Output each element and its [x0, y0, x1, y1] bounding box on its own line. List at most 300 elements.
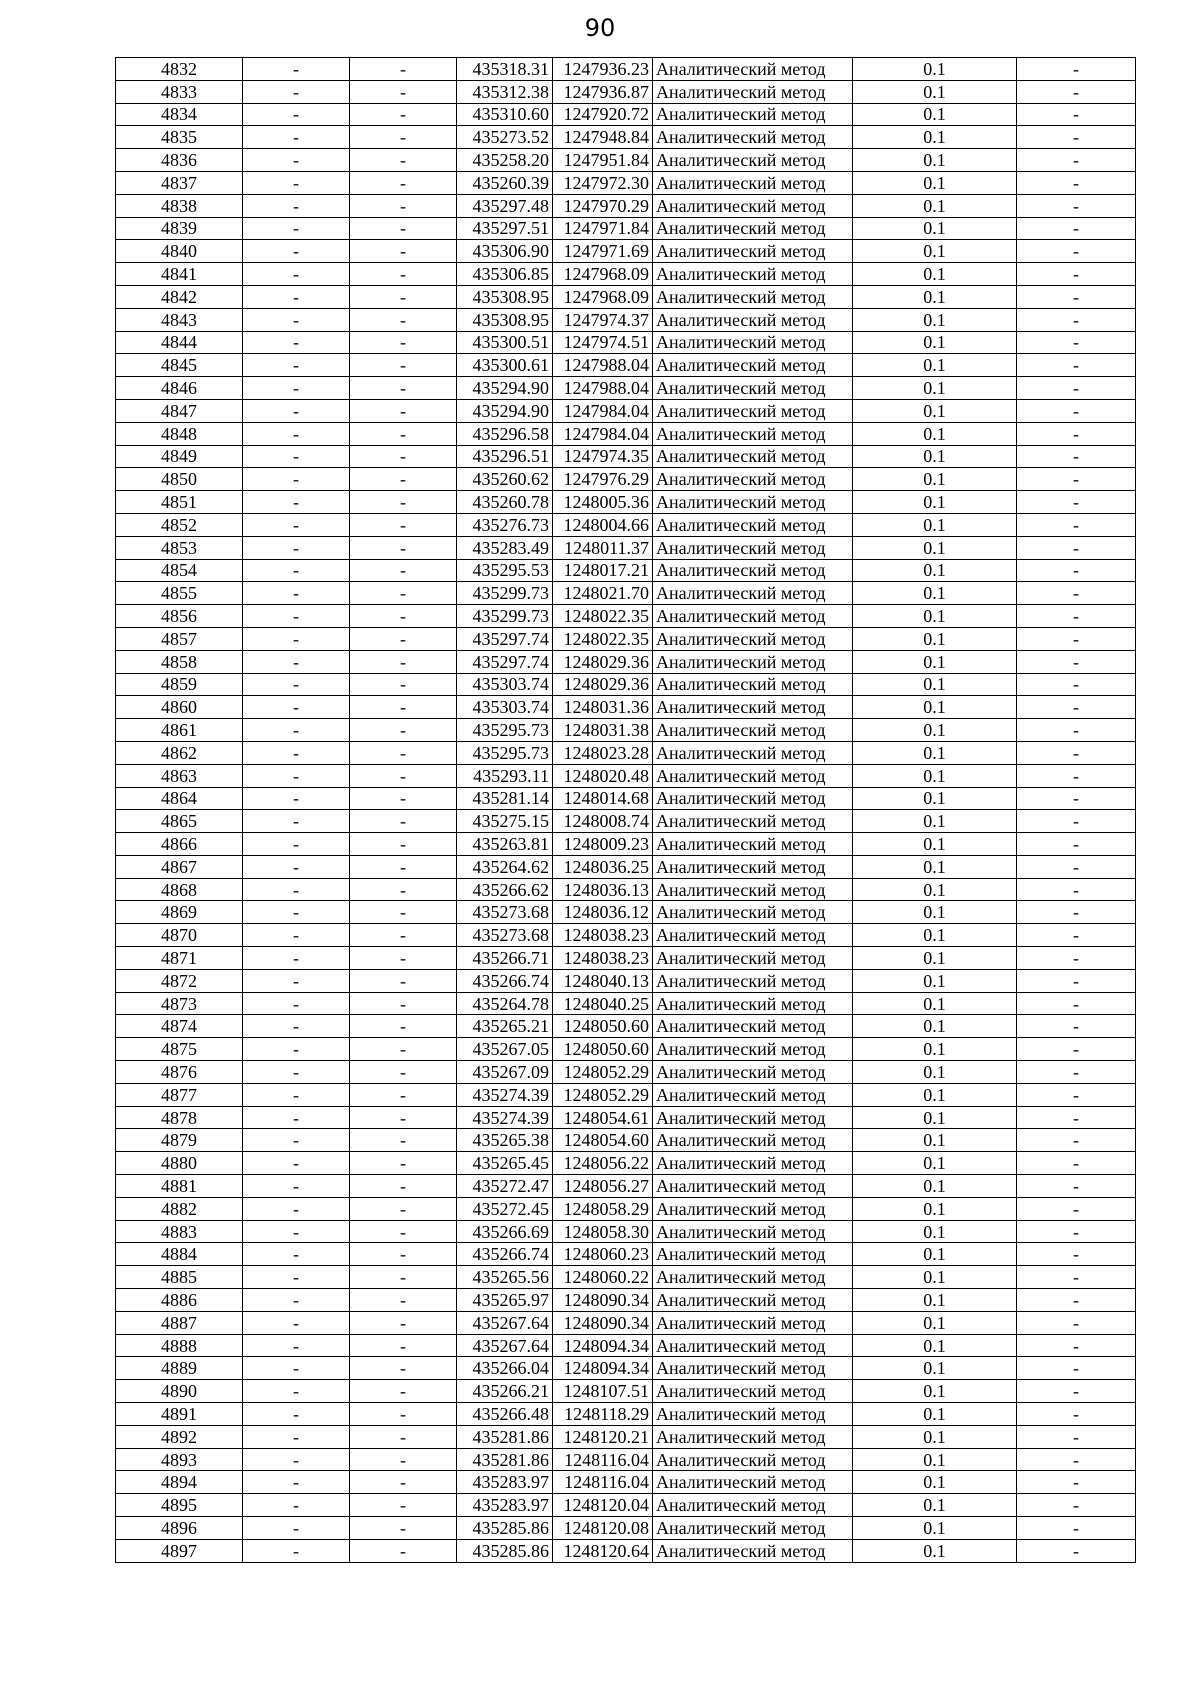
- x-coordinate-cell: 435283.97: [457, 1471, 553, 1494]
- empty-cell-b: -: [350, 1380, 457, 1403]
- y-coordinate-cell: 1248017.21: [553, 559, 653, 582]
- empty-cell-a: -: [243, 741, 350, 764]
- accuracy-cell: 0.1: [853, 536, 1017, 559]
- x-coordinate-cell: 435295.73: [457, 719, 553, 742]
- point-number-cell: 4849: [116, 445, 243, 468]
- empty-cell-b: -: [350, 491, 457, 514]
- x-coordinate-cell: 435297.74: [457, 650, 553, 673]
- accuracy-cell: 0.1: [853, 331, 1017, 354]
- point-number-cell: 4882: [116, 1197, 243, 1220]
- empty-cell-last: -: [1017, 1197, 1136, 1220]
- empty-cell-b: -: [350, 855, 457, 878]
- y-coordinate-cell: 1247971.69: [553, 240, 653, 263]
- y-coordinate-cell: 1247972.30: [553, 171, 653, 194]
- empty-cell-a: -: [243, 992, 350, 1015]
- accuracy-cell: 0.1: [853, 513, 1017, 536]
- method-cell: Аналитический метод: [653, 1289, 853, 1312]
- point-number-cell: 4897: [116, 1539, 243, 1562]
- empty-cell-b: -: [350, 285, 457, 308]
- table-row: [116, 1015, 1136, 1038]
- method-cell: Аналитический метод: [653, 1494, 853, 1517]
- empty-cell-a: -: [243, 422, 350, 445]
- point-number-cell: 4896: [116, 1517, 243, 1540]
- empty-cell-a: -: [243, 80, 350, 103]
- empty-cell-a: -: [243, 947, 350, 970]
- empty-cell-last: -: [1017, 126, 1136, 149]
- table-row: [116, 969, 1136, 992]
- empty-cell-last: -: [1017, 149, 1136, 172]
- method-cell: Аналитический метод: [653, 1311, 853, 1334]
- method-cell: Аналитический метод: [653, 1425, 853, 1448]
- y-coordinate-cell: 1247974.37: [553, 308, 653, 331]
- empty-cell-last: -: [1017, 513, 1136, 536]
- empty-cell-b: -: [350, 719, 457, 742]
- empty-cell-b: -: [350, 582, 457, 605]
- point-number-cell: 4870: [116, 924, 243, 947]
- empty-cell-b: -: [350, 217, 457, 240]
- table-row: [116, 719, 1136, 742]
- table-row: [116, 58, 1136, 81]
- table-row: [116, 833, 1136, 856]
- x-coordinate-cell: 435265.21: [457, 1015, 553, 1038]
- method-cell: Аналитический метод: [653, 217, 853, 240]
- accuracy-cell: 0.1: [853, 80, 1017, 103]
- x-coordinate-cell: 435274.39: [457, 1083, 553, 1106]
- table-row: [116, 650, 1136, 673]
- x-coordinate-cell: 435267.64: [457, 1311, 553, 1334]
- y-coordinate-cell: 1247951.84: [553, 149, 653, 172]
- y-coordinate-cell: 1248050.60: [553, 1038, 653, 1061]
- empty-cell-a: -: [243, 149, 350, 172]
- table-row: [116, 696, 1136, 719]
- method-cell: Аналитический метод: [653, 901, 853, 924]
- table-row: [116, 1425, 1136, 1448]
- y-coordinate-cell: 1247971.84: [553, 217, 653, 240]
- table-row: [116, 126, 1136, 149]
- table-row: [116, 331, 1136, 354]
- x-coordinate-cell: 435303.74: [457, 696, 553, 719]
- method-cell: Аналитический метод: [653, 924, 853, 947]
- x-coordinate-cell: 435273.68: [457, 901, 553, 924]
- x-coordinate-cell: 435267.09: [457, 1061, 553, 1084]
- empty-cell-b: -: [350, 1448, 457, 1471]
- empty-cell-a: -: [243, 1129, 350, 1152]
- table-row: [116, 1083, 1136, 1106]
- empty-cell-a: -: [243, 855, 350, 878]
- y-coordinate-cell: 1248050.60: [553, 1015, 653, 1038]
- table-row: [116, 855, 1136, 878]
- point-number-cell: 4842: [116, 285, 243, 308]
- table-row: [116, 354, 1136, 377]
- method-cell: Аналитический метод: [653, 764, 853, 787]
- empty-cell-b: -: [350, 1289, 457, 1312]
- empty-cell-b: -: [350, 1517, 457, 1540]
- method-cell: Аналитический метод: [653, 126, 853, 149]
- empty-cell-last: -: [1017, 80, 1136, 103]
- point-number-cell: 4863: [116, 764, 243, 787]
- empty-cell-a: -: [243, 171, 350, 194]
- table-row: [116, 171, 1136, 194]
- table-row: [116, 605, 1136, 628]
- y-coordinate-cell: 1247974.35: [553, 445, 653, 468]
- point-number-cell: 4891: [116, 1403, 243, 1426]
- y-coordinate-cell: 1248040.13: [553, 969, 653, 992]
- empty-cell-a: -: [243, 445, 350, 468]
- empty-cell-a: -: [243, 1357, 350, 1380]
- empty-cell-b: -: [350, 1083, 457, 1106]
- empty-cell-b: -: [350, 1334, 457, 1357]
- x-coordinate-cell: 435265.38: [457, 1129, 553, 1152]
- method-cell: Аналитический метод: [653, 855, 853, 878]
- empty-cell-a: -: [243, 1061, 350, 1084]
- accuracy-cell: 0.1: [853, 1015, 1017, 1038]
- accuracy-cell: 0.1: [853, 58, 1017, 81]
- empty-cell-last: -: [1017, 673, 1136, 696]
- y-coordinate-cell: 1248023.28: [553, 741, 653, 764]
- method-cell: Аналитический метод: [653, 1471, 853, 1494]
- method-cell: Аналитический метод: [653, 263, 853, 286]
- point-number-cell: 4880: [116, 1152, 243, 1175]
- empty-cell-last: -: [1017, 1015, 1136, 1038]
- table-row: [116, 901, 1136, 924]
- method-cell: Аналитический метод: [653, 1220, 853, 1243]
- table-row: [116, 1357, 1136, 1380]
- accuracy-cell: 0.1: [853, 764, 1017, 787]
- empty-cell-b: -: [350, 1152, 457, 1175]
- empty-cell-b: -: [350, 992, 457, 1015]
- method-cell: Аналитический метод: [653, 445, 853, 468]
- empty-cell-b: -: [350, 1061, 457, 1084]
- x-coordinate-cell: 435295.53: [457, 559, 553, 582]
- y-coordinate-cell: 1248036.25: [553, 855, 653, 878]
- x-coordinate-cell: 435263.81: [457, 833, 553, 856]
- empty-cell-b: -: [350, 810, 457, 833]
- empty-cell-a: -: [243, 217, 350, 240]
- empty-cell-b: -: [350, 1243, 457, 1266]
- x-coordinate-cell: 435283.49: [457, 536, 553, 559]
- x-coordinate-cell: 435308.95: [457, 308, 553, 331]
- x-coordinate-cell: 435264.62: [457, 855, 553, 878]
- y-coordinate-cell: 1248036.13: [553, 878, 653, 901]
- table-row: [116, 1243, 1136, 1266]
- y-coordinate-cell: 1248056.22: [553, 1152, 653, 1175]
- table-row: [116, 80, 1136, 103]
- empty-cell-a: -: [243, 468, 350, 491]
- point-number-cell: 4836: [116, 149, 243, 172]
- empty-cell-a: -: [243, 650, 350, 673]
- empty-cell-last: -: [1017, 1152, 1136, 1175]
- point-number-cell: 4832: [116, 58, 243, 81]
- accuracy-cell: 0.1: [853, 650, 1017, 673]
- x-coordinate-cell: 435295.73: [457, 741, 553, 764]
- table-row: [116, 673, 1136, 696]
- accuracy-cell: 0.1: [853, 1266, 1017, 1289]
- method-cell: Аналитический метод: [653, 1015, 853, 1038]
- empty-cell-last: -: [1017, 1083, 1136, 1106]
- point-number-cell: 4893: [116, 1448, 243, 1471]
- table-row: [116, 399, 1136, 422]
- empty-cell-b: -: [350, 787, 457, 810]
- empty-cell-a: -: [243, 240, 350, 263]
- y-coordinate-cell: 1248054.61: [553, 1106, 653, 1129]
- point-number-cell: 4875: [116, 1038, 243, 1061]
- point-number-cell: 4854: [116, 559, 243, 582]
- empty-cell-a: -: [243, 1403, 350, 1426]
- table-row: [116, 1403, 1136, 1426]
- accuracy-cell: 0.1: [853, 787, 1017, 810]
- empty-cell-a: -: [243, 833, 350, 856]
- table-row: [116, 422, 1136, 445]
- x-coordinate-cell: 435265.45: [457, 1152, 553, 1175]
- empty-cell-last: -: [1017, 308, 1136, 331]
- x-coordinate-cell: 435310.60: [457, 103, 553, 126]
- table-row: [116, 1517, 1136, 1540]
- empty-cell-last: -: [1017, 787, 1136, 810]
- accuracy-cell: 0.1: [853, 308, 1017, 331]
- method-cell: Аналитический метод: [653, 1380, 853, 1403]
- method-cell: Аналитический метод: [653, 1038, 853, 1061]
- empty-cell-last: -: [1017, 969, 1136, 992]
- y-coordinate-cell: 1248116.04: [553, 1471, 653, 1494]
- empty-cell-b: -: [350, 80, 457, 103]
- empty-cell-b: -: [350, 1357, 457, 1380]
- y-coordinate-cell: 1248029.36: [553, 673, 653, 696]
- empty-cell-last: -: [1017, 1061, 1136, 1084]
- empty-cell-b: -: [350, 764, 457, 787]
- empty-cell-last: -: [1017, 1425, 1136, 1448]
- accuracy-cell: 0.1: [853, 1471, 1017, 1494]
- y-coordinate-cell: 1248031.38: [553, 719, 653, 742]
- point-number-cell: 4872: [116, 969, 243, 992]
- empty-cell-b: -: [350, 1175, 457, 1198]
- table-row: [116, 1494, 1136, 1517]
- method-cell: Аналитический метод: [653, 559, 853, 582]
- y-coordinate-cell: 1248009.23: [553, 833, 653, 856]
- empty-cell-a: -: [243, 126, 350, 149]
- table-row: [116, 582, 1136, 605]
- y-coordinate-cell: 1248058.30: [553, 1220, 653, 1243]
- accuracy-cell: 0.1: [853, 126, 1017, 149]
- x-coordinate-cell: 435274.39: [457, 1106, 553, 1129]
- point-number-cell: 4843: [116, 308, 243, 331]
- y-coordinate-cell: 1248120.08: [553, 1517, 653, 1540]
- x-coordinate-cell: 435266.74: [457, 1243, 553, 1266]
- method-cell: Аналитический метод: [653, 1403, 853, 1426]
- point-number-cell: 4869: [116, 901, 243, 924]
- point-number-cell: 4851: [116, 491, 243, 514]
- accuracy-cell: 0.1: [853, 468, 1017, 491]
- empty-cell-b: -: [350, 536, 457, 559]
- x-coordinate-cell: 435308.95: [457, 285, 553, 308]
- empty-cell-b: -: [350, 1471, 457, 1494]
- empty-cell-last: -: [1017, 1106, 1136, 1129]
- accuracy-cell: 0.1: [853, 810, 1017, 833]
- method-cell: Аналитический метод: [653, 1129, 853, 1152]
- accuracy-cell: 0.1: [853, 1425, 1017, 1448]
- method-cell: Аналитический метод: [653, 491, 853, 514]
- x-coordinate-cell: 435281.86: [457, 1425, 553, 1448]
- empty-cell-last: -: [1017, 377, 1136, 400]
- accuracy-cell: 0.1: [853, 399, 1017, 422]
- accuracy-cell: 0.1: [853, 217, 1017, 240]
- empty-cell-b: -: [350, 354, 457, 377]
- x-coordinate-cell: 435266.21: [457, 1380, 553, 1403]
- accuracy-cell: 0.1: [853, 605, 1017, 628]
- empty-cell-last: -: [1017, 719, 1136, 742]
- point-number-cell: 4884: [116, 1243, 243, 1266]
- y-coordinate-cell: 1248022.35: [553, 627, 653, 650]
- method-cell: Аналитический метод: [653, 810, 853, 833]
- accuracy-cell: 0.1: [853, 1129, 1017, 1152]
- accuracy-cell: 0.1: [853, 969, 1017, 992]
- y-coordinate-cell: 1247988.04: [553, 354, 653, 377]
- y-coordinate-cell: 1248020.48: [553, 764, 653, 787]
- empty-cell-last: -: [1017, 582, 1136, 605]
- accuracy-cell: 0.1: [853, 992, 1017, 1015]
- empty-cell-last: -: [1017, 1266, 1136, 1289]
- accuracy-cell: 0.1: [853, 194, 1017, 217]
- x-coordinate-cell: 435285.86: [457, 1539, 553, 1562]
- accuracy-cell: 0.1: [853, 1380, 1017, 1403]
- point-number-cell: 4889: [116, 1357, 243, 1380]
- table-row: [116, 559, 1136, 582]
- empty-cell-a: -: [243, 58, 350, 81]
- empty-cell-a: -: [243, 1175, 350, 1198]
- empty-cell-last: -: [1017, 901, 1136, 924]
- accuracy-cell: 0.1: [853, 1517, 1017, 1540]
- empty-cell-a: -: [243, 1197, 350, 1220]
- table-row: [116, 741, 1136, 764]
- point-number-cell: 4881: [116, 1175, 243, 1198]
- empty-cell-a: -: [243, 377, 350, 400]
- method-cell: Аналитический метод: [653, 833, 853, 856]
- point-number-cell: 4838: [116, 194, 243, 217]
- empty-cell-b: -: [350, 263, 457, 286]
- point-number-cell: 4885: [116, 1266, 243, 1289]
- empty-cell-b: -: [350, 1015, 457, 1038]
- point-number-cell: 4833: [116, 80, 243, 103]
- table-row: [116, 1106, 1136, 1129]
- empty-cell-a: -: [243, 627, 350, 650]
- y-coordinate-cell: 1247970.29: [553, 194, 653, 217]
- table-row: [116, 947, 1136, 970]
- x-coordinate-cell: 435260.39: [457, 171, 553, 194]
- accuracy-cell: 0.1: [853, 924, 1017, 947]
- accuracy-cell: 0.1: [853, 833, 1017, 856]
- y-coordinate-cell: 1248038.23: [553, 947, 653, 970]
- empty-cell-last: -: [1017, 240, 1136, 263]
- point-number-cell: 4867: [116, 855, 243, 878]
- empty-cell-a: -: [243, 1220, 350, 1243]
- method-cell: Аналитический метод: [653, 1083, 853, 1106]
- empty-cell-last: -: [1017, 1380, 1136, 1403]
- y-coordinate-cell: 1248052.29: [553, 1061, 653, 1084]
- empty-cell-a: -: [243, 536, 350, 559]
- accuracy-cell: 0.1: [853, 1289, 1017, 1312]
- empty-cell-last: -: [1017, 992, 1136, 1015]
- empty-cell-a: -: [243, 285, 350, 308]
- empty-cell-b: -: [350, 513, 457, 536]
- empty-cell-last: -: [1017, 331, 1136, 354]
- method-cell: Аналитический метод: [653, 969, 853, 992]
- empty-cell-last: -: [1017, 1220, 1136, 1243]
- accuracy-cell: 0.1: [853, 741, 1017, 764]
- x-coordinate-cell: 435260.78: [457, 491, 553, 514]
- point-number-cell: 4864: [116, 787, 243, 810]
- method-cell: Аналитический метод: [653, 171, 853, 194]
- empty-cell-a: -: [243, 1517, 350, 1540]
- table-row: [116, 1448, 1136, 1471]
- empty-cell-b: -: [350, 696, 457, 719]
- y-coordinate-cell: 1248040.25: [553, 992, 653, 1015]
- empty-cell-b: -: [350, 924, 457, 947]
- x-coordinate-cell: 435297.48: [457, 194, 553, 217]
- empty-cell-b: -: [350, 741, 457, 764]
- x-coordinate-cell: 435258.20: [457, 149, 553, 172]
- empty-cell-last: -: [1017, 947, 1136, 970]
- table-row: [116, 1197, 1136, 1220]
- empty-cell-last: -: [1017, 605, 1136, 628]
- method-cell: Аналитический метод: [653, 992, 853, 1015]
- table-row: [116, 1220, 1136, 1243]
- empty-cell-a: -: [243, 696, 350, 719]
- empty-cell-b: -: [350, 1311, 457, 1334]
- empty-cell-b: -: [350, 399, 457, 422]
- table-row: [116, 1038, 1136, 1061]
- empty-cell-a: -: [243, 354, 350, 377]
- y-coordinate-cell: 1247936.23: [553, 58, 653, 81]
- x-coordinate-cell: 435303.74: [457, 673, 553, 696]
- accuracy-cell: 0.1: [853, 696, 1017, 719]
- accuracy-cell: 0.1: [853, 1175, 1017, 1198]
- empty-cell-b: -: [350, 1266, 457, 1289]
- empty-cell-a: -: [243, 673, 350, 696]
- empty-cell-last: -: [1017, 810, 1136, 833]
- point-number-cell: 4846: [116, 377, 243, 400]
- empty-cell-b: -: [350, 673, 457, 696]
- x-coordinate-cell: 435260.62: [457, 468, 553, 491]
- empty-cell-last: -: [1017, 1175, 1136, 1198]
- table-row: [116, 1471, 1136, 1494]
- point-number-cell: 4847: [116, 399, 243, 422]
- empty-cell-last: -: [1017, 399, 1136, 422]
- empty-cell-b: -: [350, 947, 457, 970]
- x-coordinate-cell: 435265.56: [457, 1266, 553, 1289]
- accuracy-cell: 0.1: [853, 673, 1017, 696]
- point-number-cell: 4844: [116, 331, 243, 354]
- empty-cell-last: -: [1017, 627, 1136, 650]
- accuracy-cell: 0.1: [853, 1311, 1017, 1334]
- x-coordinate-cell: 435265.97: [457, 1289, 553, 1312]
- accuracy-cell: 0.1: [853, 354, 1017, 377]
- accuracy-cell: 0.1: [853, 1494, 1017, 1517]
- empty-cell-last: -: [1017, 559, 1136, 582]
- point-number-cell: 4887: [116, 1311, 243, 1334]
- point-number-cell: 4840: [116, 240, 243, 263]
- method-cell: Аналитический метод: [653, 513, 853, 536]
- table-row: [116, 992, 1136, 1015]
- method-cell: Аналитический метод: [653, 1152, 853, 1175]
- point-number-cell: 4874: [116, 1015, 243, 1038]
- accuracy-cell: 0.1: [853, 582, 1017, 605]
- y-coordinate-cell: 1248120.21: [553, 1425, 653, 1448]
- y-coordinate-cell: 1248029.36: [553, 650, 653, 673]
- empty-cell-last: -: [1017, 1448, 1136, 1471]
- method-cell: Аналитический метод: [653, 947, 853, 970]
- table-row: [116, 217, 1136, 240]
- table-row: [116, 445, 1136, 468]
- x-coordinate-cell: 435299.73: [457, 582, 553, 605]
